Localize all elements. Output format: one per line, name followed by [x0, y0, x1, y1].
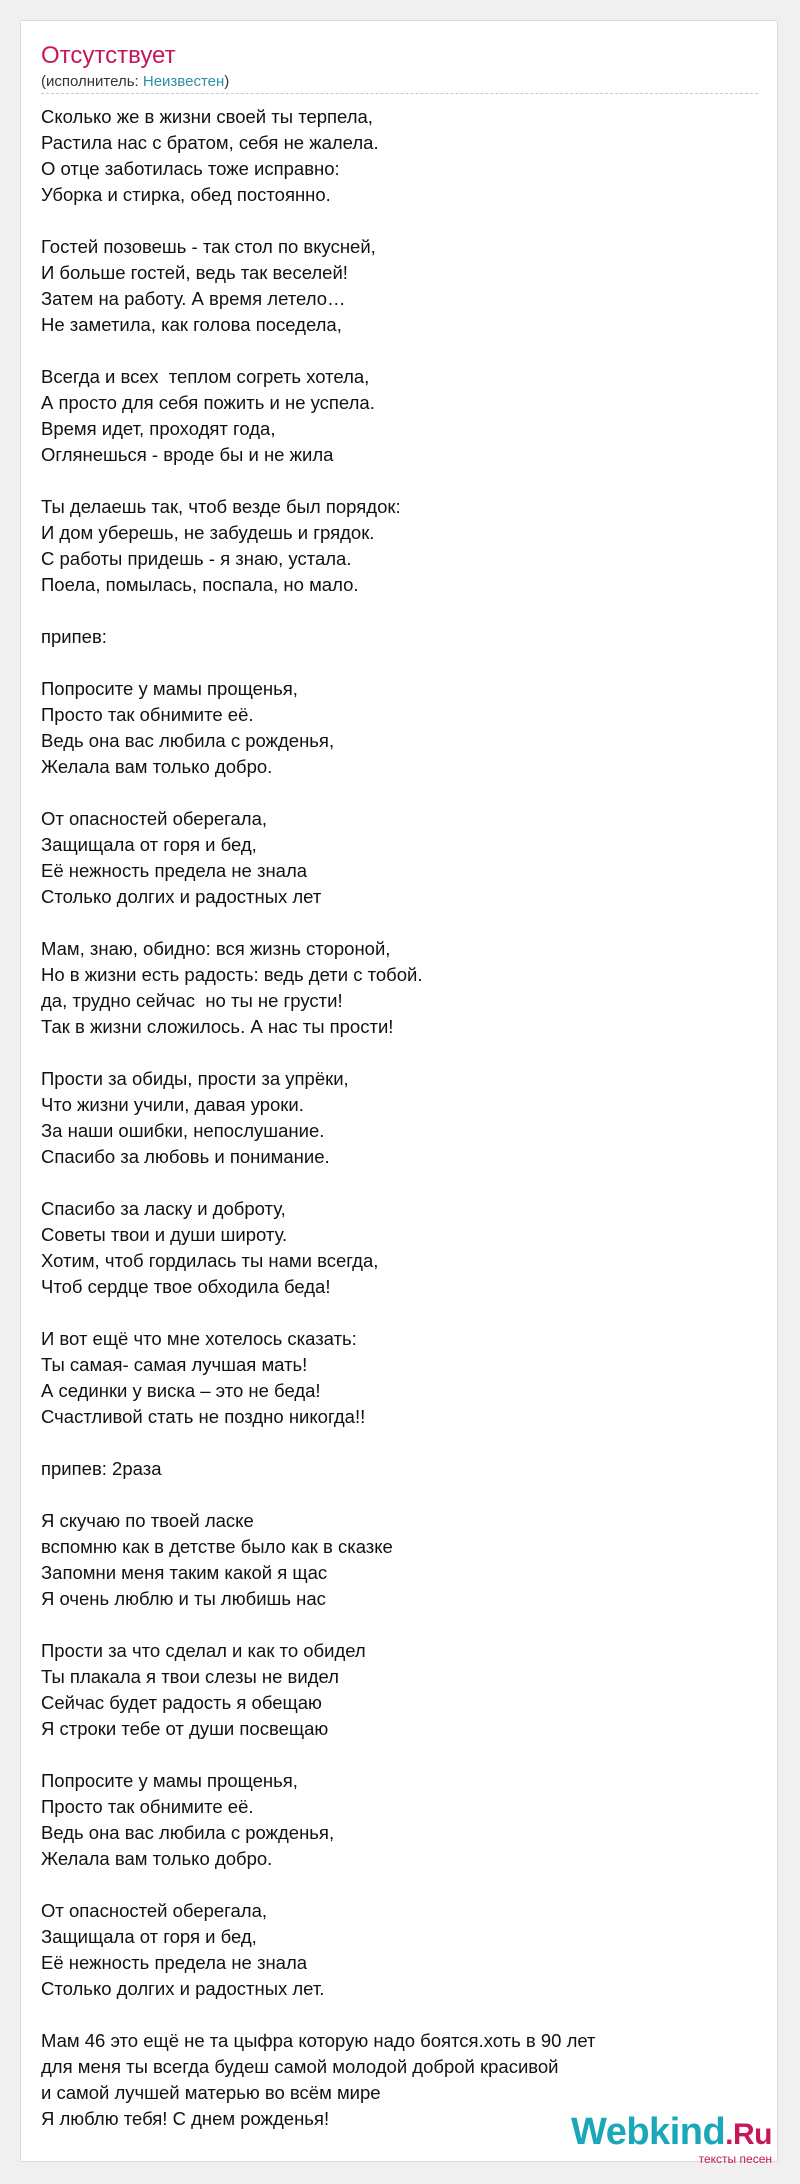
lyric-line: За наши ошибки, непослушание. — [41, 1120, 325, 1141]
lyric-line: Сколько же в жизни своей ты терпела, — [41, 106, 373, 127]
lyric-line: Хотим, чтоб гордилась ты нами всегда, — [41, 1250, 379, 1271]
lyric-line: Ведь она вас любила с рожденья, — [41, 730, 335, 751]
lyric-line: Столько долгих и радостных лет. — [41, 1978, 325, 1999]
lyric-line — [41, 1430, 741, 1456]
lyric-line: да, трудно сейчас но ты не грусти! — [41, 990, 343, 1011]
lyric-line — [41, 1872, 741, 1898]
lyric-line: Так в жизни сложилось. А нас ты прости! — [41, 1016, 394, 1037]
logo-main-text: Webkind — [571, 2111, 726, 2153]
logo-tld: .Ru — [725, 2118, 772, 2151]
lyric-line: Я скучаю по твоей ласке — [41, 1510, 254, 1531]
lyric-line: Спасибо за ласку и доброту, — [41, 1198, 286, 1219]
lyric-line: Её нежность предела не знала — [41, 1952, 308, 1973]
lyric-line: Я строки тебе от души посвещаю — [41, 1718, 329, 1739]
lyric-line: А просто для себя пожить и не успела. — [41, 392, 375, 413]
lyric-line: Ты плакала я твои слезы не видел — [41, 1666, 339, 1687]
title-divider — [41, 93, 758, 94]
site-logo[interactable] — [571, 2111, 772, 2166]
lyric-line: Время идет, проходят года, — [41, 418, 276, 439]
performer-prefix: (исполнитель: — [41, 73, 143, 90]
lyric-line: От опасностей оберегала, — [41, 808, 268, 829]
lyric-line: Поела, помылась, поспала, но мало. — [41, 574, 359, 595]
lyric-line: И вот ещё что мне хотелось сказать: — [41, 1328, 357, 1349]
lyric-line — [41, 208, 741, 234]
lyric-line — [41, 1612, 741, 1638]
song-title: Отсутствует — [41, 42, 176, 69]
lyric-line: От опасностей оберегала, — [41, 1900, 268, 1921]
lyric-line: Сейчас будет радость я обещаю — [41, 1692, 322, 1713]
lyric-line — [41, 780, 741, 806]
lyric-line: И больше гостей, ведь так веселей! — [41, 262, 348, 283]
lyric-line: Ты делаешь так, чтоб везде был порядок: — [41, 496, 401, 517]
lyric-line: Всегда и всех теплом согреть хотела, — [41, 366, 370, 387]
lyric-line — [41, 650, 741, 676]
lyric-line: Защищала от горя и бед, — [41, 1926, 257, 1947]
lyric-line: Но в жизни есть радость: ведь дети с тобой. — [41, 964, 423, 985]
lyric-line: Мам 46 это ещё не та цыфра которую надо боятся.хоть в 90 лет — [41, 2030, 596, 2051]
lyric-line: Ведь она вас любила с рожденья, — [41, 1822, 335, 1843]
lyric-line — [41, 910, 741, 936]
lyric-line: Желала вам только добро. — [41, 756, 273, 777]
lyric-line: Просто так обнимите её. — [41, 1796, 254, 1817]
lyric-line: Защищала от горя и бед, — [41, 834, 257, 855]
lyric-line: А сединки у виска – это не беда! — [41, 1380, 321, 1401]
lyric-line: Просто так обнимите её. — [41, 704, 254, 725]
lyric-line: Счастливой стать не поздно никогда!! — [41, 1406, 366, 1427]
lyric-line: Не заметила, как голова поседела, — [41, 314, 342, 335]
lyric-line: Что жизни учили, давая уроки. — [41, 1094, 304, 1115]
performer-suffix: ) — [224, 73, 230, 90]
logo-wordmark — [571, 2112, 772, 2155]
performer-line — [41, 73, 229, 91]
lyric-line: Прости за что сделал и как то обидел — [41, 1640, 366, 1661]
lyric-line: Прости за обиды, прости за упрёки, — [41, 1068, 349, 1089]
lyric-line: Мам, знаю, обидно: вся жизнь стороной, — [41, 938, 391, 959]
lyric-line: и самой лучшей матерью во всём мире — [41, 2082, 381, 2103]
lyric-line: вспомню как в детстве было как в сказке — [41, 1536, 393, 1557]
lyric-line — [41, 468, 741, 494]
lyric-line: Уборка и стирка, обед постоянно. — [41, 184, 331, 205]
lyric-line: Запомни меня таким какой я щас — [41, 1562, 328, 1583]
lyric-line: Оглянешься - вроде бы и не жила — [41, 444, 334, 465]
lyric-line: Чтоб сердце твое обходила беда! — [41, 1276, 331, 1297]
lyric-line: Затем на работу. А время летело… — [41, 288, 346, 309]
lyric-line: С работы придешь - я знаю, устала. — [41, 548, 352, 569]
lyric-line: Попросите у мамы прощенья, — [41, 1770, 298, 1791]
lyric-line — [41, 598, 741, 624]
lyric-line — [41, 1040, 741, 1066]
lyric-line: Советы твои и души широту. — [41, 1224, 288, 1245]
lyric-line: Спасибо за любовь и понимание. — [41, 1146, 330, 1167]
lyric-line: Гостей позовешь - так стол по вкусней, — [41, 236, 376, 257]
lyric-line — [41, 338, 741, 364]
lyric-line — [41, 1300, 741, 1326]
logo-tagline: тексты песен — [698, 2152, 772, 2166]
lyric-line: Я очень люблю и ты любишь нас — [41, 1588, 326, 1609]
lyric-line: Её нежность предела не знала — [41, 860, 308, 881]
lyrics-body — [41, 104, 741, 2132]
performer-link[interactable]: Неизвестен — [142, 73, 225, 90]
lyric-line — [41, 2002, 741, 2028]
lyric-line — [41, 1742, 741, 1768]
lyric-line: для меня ты всегда будеш самой молодой доброй красивой — [41, 2056, 559, 2077]
lyric-line: припев: 2раза — [41, 1458, 162, 1479]
lyric-line: Ты самая- самая лучшая мать! — [41, 1354, 308, 1375]
lyric-line: припев: — [41, 626, 107, 647]
lyric-line: Желала вам только добро. — [41, 1848, 273, 1869]
lyric-line — [41, 1482, 741, 1508]
lyric-line: Попросите у мамы прощенья, — [41, 678, 298, 699]
lyric-line: Столько долгих и радостных лет — [41, 886, 322, 907]
lyric-line — [41, 1170, 741, 1196]
lyric-line: Я люблю тебя! С днем рожденья! — [41, 2108, 330, 2129]
lyric-line: Растила нас с братом, себя не жалела. — [41, 132, 379, 153]
lyric-line: О отце заботилась тоже исправно: — [41, 158, 340, 179]
lyric-line: И дом уберешь, не забудешь и грядок. — [41, 522, 375, 543]
